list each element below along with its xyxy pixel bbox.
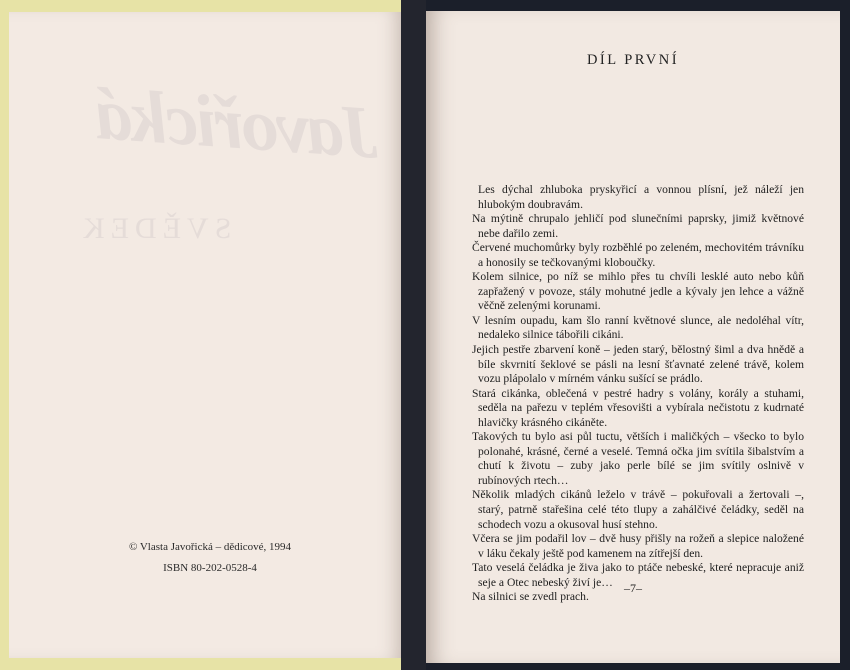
book-spine: [401, 0, 426, 670]
copyright-notice: © Vlasta Javořická – dědicové, 1994: [128, 541, 292, 553]
show-through-subtitle: SVĚDEK: [77, 212, 232, 245]
paragraph: Les dýchal zhluboka pryskyřicí a vonnou plísní, jež náleží jen hlubokým doubravám.: [478, 183, 804, 211]
paragraph: V lesním oupadu, kam šlo ranní květnové slunce, ale nedoléhal vítr, nedaleko silnice tábořili cikáni.: [472, 313, 804, 342]
paragraph: Na mýtině chrupalo jehličí pod slunečními paprsky, jimiž květnové nebe dařilo zemi.: [472, 212, 804, 240]
chapter-heading: DÍL PRVNÍ: [586, 52, 680, 68]
paragraph: Několik mladých cikánů leželo v trávě – pokuřovali a žertovali –, starý, patrně stařešina celé této tlupy a zahálčivé čeládky, seděl na schodech vozu a okusoval husí stehno.: [472, 488, 804, 531]
paragraph: Na silnici se zvedl prach.: [472, 590, 589, 604]
paragraph: Stará cikánka, oblečená v pestré hadry s volány, korály a stuhami, seděla na pařezu v teplém vřesovišti a vybírala nečistotu z kudrnaté hlavičky krásného cikáněte.: [472, 386, 804, 429]
paragraph: Jejich pestře zbarvení koně – jeden starý, bělostný šiml a dva hnědě a bíle skvrnití šeklové se pásli na lesní šťavnaté zelené trávě, kolem vozu plápolalo v mírném vánku sušící se prádlo.: [472, 343, 804, 386]
paragraph: Kolem silnice, po níž se mihlo přes tu chvíli lesklé auto nebo kůň zapřažený v povoze, stály mohutné jedle a kývaly jen lehce a vážně věčně zelenými korunami.: [472, 270, 804, 313]
isbn-number: ISBN 80-202-0528-4: [163, 562, 257, 574]
paragraph: Takových tu bylo asi půl tuctu, větších i maličkých – všecko to bylo polonahé, krásné, černé a veselé. Temná očka jim svítila šibalstvím a chutí k životu – zuby jako perle bílé se jim svítily oslnivě v rubínových rtech…: [472, 430, 804, 487]
paragraph: Tato veselá čeládka je živa jako to ptáče nebeské, které nepracuje aniž seje a Otec nebeský živí je…: [472, 561, 804, 589]
body-text: [472, 183, 804, 605]
paragraph: Včera se jim podařil lov – dvě husy přišly na rožeň a slepice naložené v láku čekaly ještě pod kamenem na zítřejší den.: [472, 532, 804, 560]
page-number: –7–: [624, 581, 642, 595]
show-through-author-signature: Javořická: [94, 73, 382, 175]
paragraph: Červené muchomůrky byly rozběhlé po zeleném, mechovitém trávníku a honosily se tečkovanými kloboučky.: [472, 241, 804, 269]
